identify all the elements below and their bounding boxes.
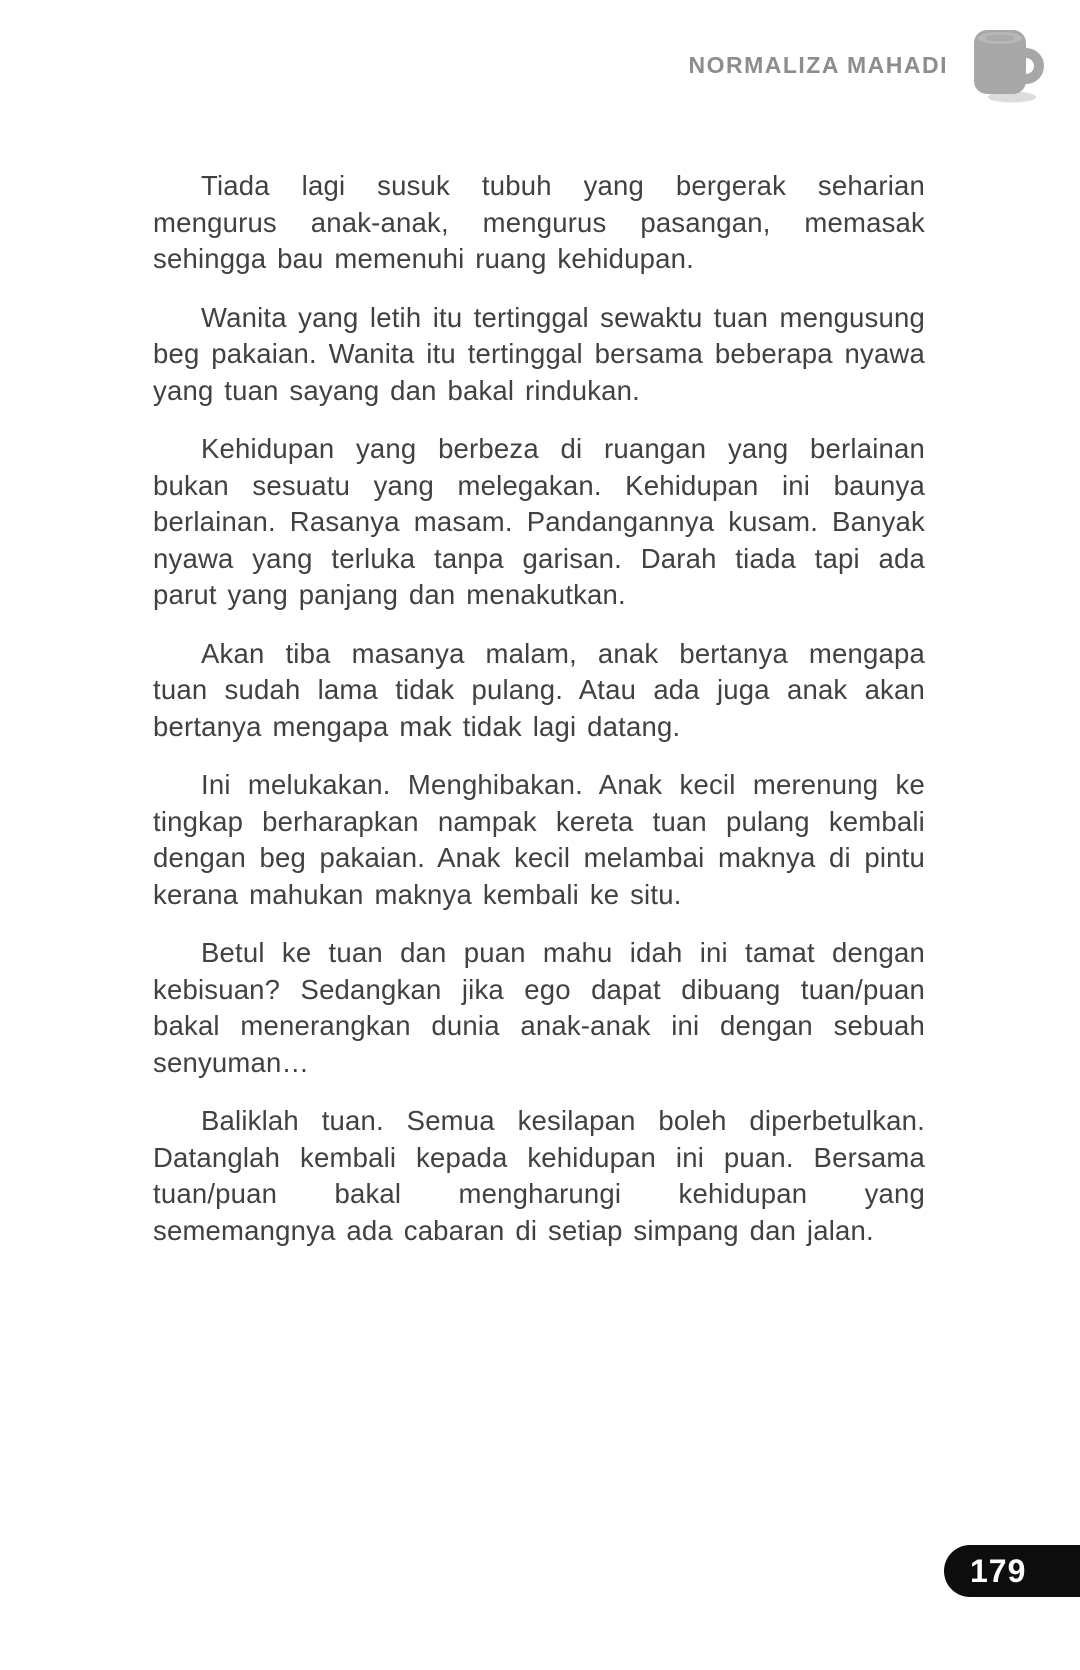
page-number: 179 [970,1552,1027,1589]
paragraph: Kehidupan yang berbeza di ruangan yang berlainan bukan sesuatu yang melegakan. Kehidupan ini baunya berlainan. Rasanya masam. Pandangannya kusam. Banyak nyawa yang terluka tanpa garisan. Darah tiada tapi ada parut yang panjang dan menakutkan. [153,433,925,610]
page-number-badge [944,1545,1080,1597]
page-content [153,168,925,1271]
paragraph: Akan tiba masanya malam, anak bertanya mengapa tuan sudah lama tidak pulang. Atau ada juga anak akan bertanya mengapa mak tidak lagi datang. [153,637,925,742]
paragraph: Wanita yang letih itu tertinggal sewaktu tuan mengusung beg pakaian. Wanita itu tertinggal bersama beberapa nyawa yang tuan sayang dan bakal rindukan. [153,301,925,406]
mug-icon [964,26,1046,108]
paragraph: Baliklah tuan. Semua kesilapan boleh diperbetulkan. Datanglah kembali kepada kehidupan ini puan. Bersama tuan/puan bakal mengharungi kehidupan yang sememangnya ada cabaran di setiap simpang dan jalan. [153,1105,925,1246]
paragraph: Tiada lagi susuk tubuh yang bergerak seharian mengurus anak-anak, mengurus pasangan, memasak sehingga bau memenuhi ruang kehidupan. [153,170,925,274]
paragraph: Ini melukakan. Menghibakan. Anak kecil merenung ke tingkap berharapkan nampak kereta tuan pulang kembali dengan beg pakaian. Anak kecil melambai maknya di pintu kerana mahukan maknya kembali ke situ. [153,769,925,910]
paragraph: Betul ke tuan dan puan mahu idah ini tamat dengan kebisuan? Sedangkan jika ego dapat dibuang tuan/puan bakal menerangkan dunia anak-anak ini dengan sebuah senyuman… [153,937,925,1078]
page-header [0,0,1080,130]
author-name: NORMALIZA MAHADI [688,52,948,78]
